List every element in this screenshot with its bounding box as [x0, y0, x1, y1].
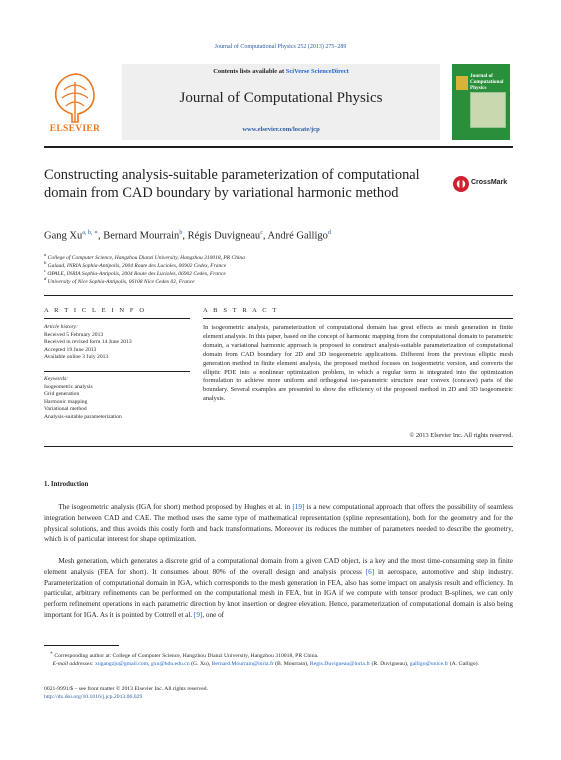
keywords-label: Keywords:: [44, 376, 69, 382]
history-label: Article history:: [44, 324, 79, 330]
email-separator: (B. Mourrain),: [273, 661, 310, 668]
keyword: Variational method: [44, 406, 87, 412]
footnote-mark: ∗: [49, 651, 53, 656]
keyword: Isogeometric analysis: [44, 383, 93, 390]
header-rule: [44, 146, 513, 148]
keywords-rule: [44, 371, 190, 372]
author-affiliation-mark[interactable]: c: [260, 230, 263, 236]
citation-link[interactable]: [9]: [193, 610, 203, 619]
affiliation-mark: d: [44, 276, 47, 281]
article-history: [44, 324, 194, 362]
keywords-list: [44, 376, 194, 421]
issn-line: 0021-9991/$ – see front matter © 2013 Elsevier Inc. All rights reserved.: [44, 686, 209, 692]
keyword: Grid generation: [44, 391, 80, 397]
affiliation-rule: [44, 295, 513, 296]
contents-prefix: Contents lists available at: [213, 68, 286, 75]
author-affiliation-mark[interactable]: a, b, ∗: [82, 230, 98, 236]
author-list: Gang $Xu^{a, b, ∗}$, Bernard Mourrain$^b$, Régis Duvigneau$^c$, André Galligo$^d$: [44, 230, 331, 242]
history-item: Available online 3 July 2013: [44, 354, 109, 360]
author-affiliation-mark[interactable]: b: [179, 230, 183, 236]
keyword: Analysis-suitable parameterization: [44, 413, 122, 420]
cover-title: Journal of Computational Physics: [470, 73, 504, 91]
crossmark-label[interactable]: CrossMark: [471, 179, 508, 186]
article-info-rule: [44, 318, 190, 319]
author-name: Régis Duvigneau: [187, 230, 261, 242]
affiliation-text: Galaad, INRIA Sophia-Antipolis, 2004 Route des Lucioles, 06902 Cedex, France: [47, 262, 227, 269]
article-title: Constructing analysis-suitable parameterization of computational domain from CAD boundary by variational harmonic method: [44, 167, 420, 201]
history-item: Received 5 February 2013: [44, 331, 104, 338]
article-info-heading: A R T I C L E I N F O: [44, 307, 147, 314]
cover-art-strip: [456, 76, 468, 90]
email-separator: (G. Xu),: [189, 661, 212, 668]
citation-link[interactable]: [19]: [292, 503, 305, 511]
email-link[interactable]: galligo@unice.fr: [409, 661, 449, 668]
abstract-rule: [203, 318, 513, 319]
body-paragraph: [44, 502, 513, 545]
doi-link[interactable]: http://dx.doi.org/10.1016/j.jcp.2013.06.029: [44, 694, 143, 700]
history-item: Received in revised form 14 June 2013: [44, 339, 132, 345]
journal-name: Journal of Computational Physics: [179, 90, 383, 106]
corresponding-author-note: [44, 650, 513, 660]
cover-art-figure: [470, 92, 506, 128]
paragraph-text: The isogeometric analysis (IGA for short) method proposed by Hughes et al. in: [58, 503, 293, 511]
paragraph-text: is a new computational approach that offers the possibility of seamless integration between CAD and CAE. The method uses the same type of mathematical representation (spline representation), both for the geometry and for the physical solutions, and thus avoids this costly forth and back transformations. Moreover its reduces the number of parameters needed to describe the geometry, which is of particular interest for shape optimization.: [44, 503, 513, 544]
author-name: Gang Xu: [44, 230, 83, 242]
email-label: E-mail addresses:: [52, 661, 94, 668]
email-link[interactable]: Bernard.Mourrain@inria.fr: [211, 661, 274, 668]
copyright-notice: © 2013 Elsevier Inc. All rights reserved.: [409, 432, 513, 439]
email-link[interactable]: xugangzju@gmail.com: [94, 661, 149, 668]
affiliation-text: College of Computer Science, Hangzhou Dianzi University, Hangzhou 310018, PR China: [47, 254, 245, 261]
affiliation-mark: a: [44, 252, 47, 257]
section-heading: 1. Introduction: [44, 481, 89, 488]
affiliation-text: University of Nice Sophia-Antipolis, 06108 Nice Cedex 02, France: [47, 278, 195, 285]
author-affiliation-mark[interactable]: d: [327, 230, 331, 236]
email-separator: (R. Duvigneau),: [370, 661, 410, 668]
author-name: Bernard Mourrain: [103, 230, 180, 242]
email-link[interactable]: Regis.Duvigneau@inria.fr: [309, 661, 371, 668]
footnote-rule: [44, 645, 119, 646]
journal-reference[interactable]: Journal of Computational Physics 252 (2013) 275–289: [214, 44, 347, 50]
citation-link[interactable]: [6]: [365, 567, 375, 576]
corresponding-author-text: Corresponding author at: College of Computer Science, Hangzhou Dianzi University, Hangzhou 310018, PR China.: [54, 652, 319, 659]
affiliation-mark: c: [44, 268, 47, 273]
footnote: [44, 650, 513, 669]
abstract-end-rule: [44, 446, 513, 447]
body-paragraph: [44, 556, 513, 621]
email-link[interactable]: gxu@hdu.edu.cn: [150, 661, 190, 668]
keyword: Harmonic mapping: [44, 398, 88, 405]
affiliation: [44, 276, 195, 285]
affiliation-mark: b: [44, 260, 47, 265]
author-name: André Galligo: [267, 230, 328, 242]
paragraph-text: in aerospace, automotive and ship industry. Parameterization of computational domain in IGA, which corresponds to the mesh generation in FEA, also has some impact on analysis result and efficiency. In particular, arbitrary refinements can be performed on the computational mesh in FEA, but in IGA if we compute with tensor product B-splines, we can only perform refinement operations in each parametric direction by knot insertion or degree elevation. Hence, parameterization of computational domain is also being important for IGA. As it is pointed by Cottrell et al.: [44, 567, 513, 619]
paragraph-text: , one of: [202, 610, 225, 619]
publisher-name: ELSEVIER: [49, 124, 101, 134]
affiliation-text: OPALE, INRIA Sophia-Antipolis, 2004 Route des Lucioles, 06902 Cedex, France: [47, 270, 226, 277]
email-separator: ,: [148, 661, 151, 668]
paragraph-text: Mesh generation, which generates a discrete grid of a computational domain from a given CAD object, is a key and the most time-consuming step in finite element analysis (FEA for short). It consumes about 80% of the overall design and analysis process: [44, 557, 513, 576]
contents-line: [122, 68, 440, 75]
sciencedirect-link[interactable]: SciVerse ScienceDirect: [285, 68, 349, 75]
history-item: Accepted 19 June 2013: [44, 346, 97, 353]
abstract-text: In isogeometric analysis, parameterization of computational domain has great effects as mesh generation in finite element analysis. In this paper, based on the concept of harmonic mapping from the computational domain to parametric domain, a variational harmonic approach is proposed to construct analysis-suitable parameterization of computational domain from CAD boundary for 2D and 3D isogeometric applications. Different from the previous elliptic mesh generation method in finite element analysis, the proposed method focuses on isogeometric version, and converts the elliptic PDE into a nonlinear optimization problem, in which a regular term is integrated into the optimization formulation to achieve more uniform and orthogonal iso-parametric structure near convex (concave) parts of the boundary. Several examples are presented to show the efficiency of the proposed method in 2D and 3D isogeometric analysis.: [203, 324, 513, 403]
email-addresses: [44, 660, 513, 669]
abstract-heading: A B S T R A C T: [203, 307, 279, 314]
journal-url-link[interactable]: www.elsevier.com/locate/jcp: [242, 126, 320, 133]
email-separator: (A. Galligo).: [448, 661, 479, 668]
